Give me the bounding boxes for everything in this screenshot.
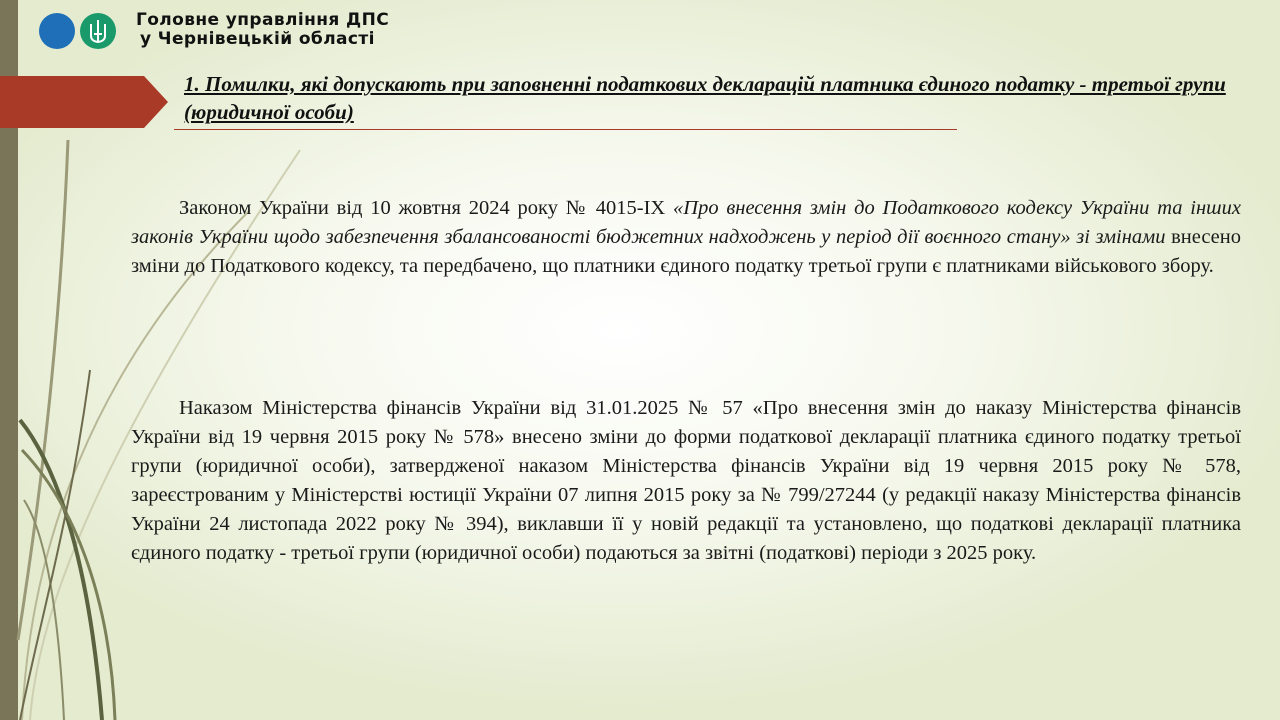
slide-title: 1. Помилки, які допускають при заповненні податкових декларацій платника єдиного податку - третьої групи (юридичної особи) (184, 72, 1226, 124)
title-underline (174, 129, 957, 130)
org-line-1: Головне управління ДПС (136, 10, 390, 30)
law-intro: Законом України від 10 жовтня 2024 року № 4015-IX (179, 197, 674, 219)
title-arrow-shape (0, 76, 168, 128)
paragraph-law (131, 194, 1241, 281)
org-line-2: у Чернівецькій області (140, 29, 375, 49)
organization-name (136, 11, 389, 49)
logo (38, 12, 120, 50)
law-conclusion: внесено зміни до Податкового кодексу, та передбачено, що платники єдиного податку третьої групи є платниками військового збору. (131, 226, 1241, 277)
blue-circle-icon (39, 13, 75, 49)
law-title: «Про внесення змін до Податкового кодексу України та інших законів України щодо забезпечення збалансованості бюджетних надходжень у період дії воєнного стану» зі змінами (131, 197, 1241, 248)
paragraph-order: Наказом Міністерства фінансів України від 31.01.2025 № 57 «Про внесення змін до наказу Міністерства фінансів України від 19 червня 2015 року № 578» внесено зміни до форми податкової декларації платника єдиного податку третьої групи (юридичної особи), затвердженої наказом Міністерства фінансів України від 19 червня 2015 року № 578, зареєстрованим у Міністерстві юстиції України 07 липня 2015 року за № 799/27244 (у редакції наказу Міністерства фінансів України 24 листопада 2022 року № 394), виклавши її у новій редакції та установлено, що податкові декларації платника єдиного податку - третьої групи (юридичної особи) подаються за звітні (податкові) періоди з 2025 року. (131, 397, 1241, 564)
